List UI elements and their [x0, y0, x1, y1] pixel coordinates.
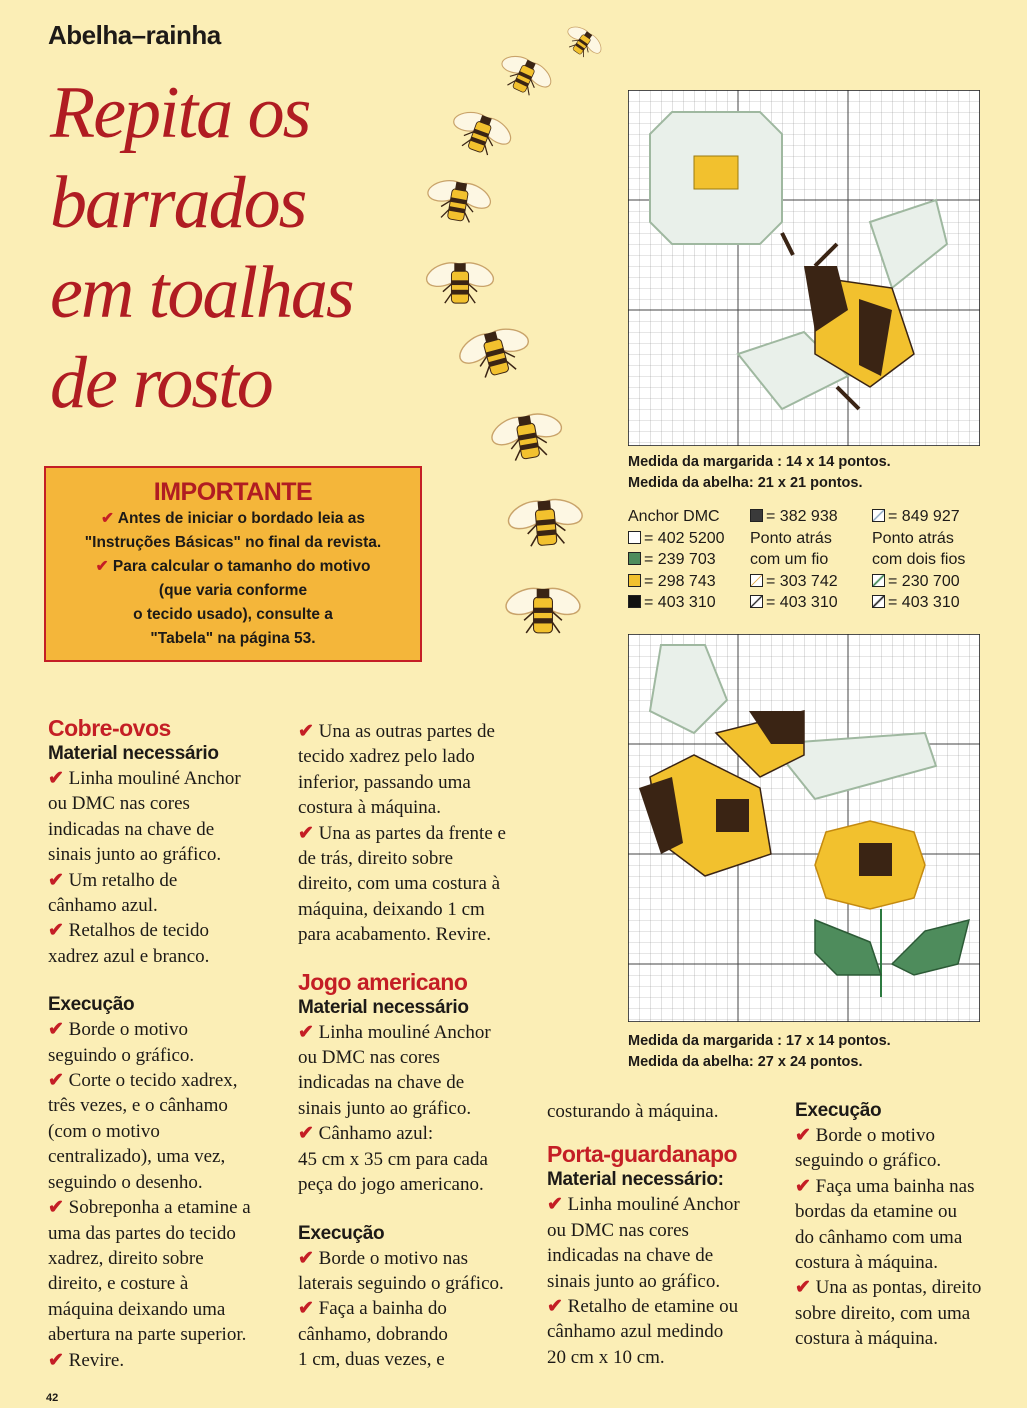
backstitch-swatch-icon: [872, 509, 885, 522]
chart-1-caption-bee: Medida da abelha: 21 x 21 pontos.: [628, 475, 863, 491]
section-subtitle: Execução: [48, 994, 135, 1016]
text-line: ✔ Una as partes da frente e: [298, 822, 506, 844]
text-line: costura à máquina.: [298, 797, 441, 819]
symbol-swatch-icon: [750, 509, 763, 522]
important-line: "Instruções Básicas" no final da revista.: [84, 534, 382, 551]
text-line: ✔ Borde o motivo nas: [298, 1247, 469, 1269]
color-key: [628, 506, 1008, 616]
checkmark-icon: ✔: [48, 1019, 64, 1041]
text-line: laterais seguindo o gráfico.: [298, 1272, 504, 1294]
text-line: ✔ Sobreponha a etamine a: [48, 1197, 251, 1219]
text-line: peça do jogo americano.: [298, 1174, 484, 1196]
text-line: ✔ Faça uma bainha nas: [795, 1175, 975, 1197]
text-line: tecido xadrez pelo lado: [298, 746, 475, 768]
checkmark-icon: ✔: [298, 1298, 314, 1320]
text-line: xadrez, direito sobre: [48, 1247, 204, 1269]
cross-stitch-chart-2: [628, 634, 980, 1022]
key-row: = 239 703: [628, 549, 716, 571]
checkmark-icon: ✔: [298, 1123, 314, 1145]
page-number: 42: [46, 1392, 59, 1404]
headline-line-2: barrados: [50, 162, 306, 244]
headline: [50, 68, 353, 428]
checkmark-icon: ✔: [48, 1197, 64, 1219]
chart-2-caption: [628, 1031, 891, 1073]
text-line: ou DMC nas cores: [298, 1047, 440, 1069]
text-line: ✔ Revire.: [48, 1349, 125, 1371]
key-row: = 382 938: [750, 506, 838, 528]
text-line: sinais junto ao gráfico.: [298, 1097, 472, 1119]
text-line: seguindo o gráfico.: [795, 1150, 942, 1172]
text-line: ✔ Borde o motivo: [795, 1125, 935, 1146]
text-line: direito, com uma costura à: [298, 873, 501, 895]
text-line: indicadas na chave de: [298, 1072, 465, 1094]
important-box: [44, 466, 422, 662]
key-row: = 230 700: [872, 571, 960, 593]
text-line: sinais junto ao gráfico.: [48, 844, 222, 866]
text-line: ✔ Una as pontas, direito: [795, 1277, 982, 1299]
text-line: costurando à máquina.: [547, 1101, 719, 1122]
important-title: IMPORTANTE: [153, 478, 313, 506]
text-line: ✔ Faça a bainha do: [298, 1298, 447, 1320]
chart-1-caption: [628, 452, 891, 494]
text-line: três vezes, e o cânhamo: [48, 1095, 228, 1117]
backstitch-swatch-icon: [872, 595, 885, 608]
cross-stitch-chart-1: [628, 90, 980, 446]
text-line: xadrez azul e branco.: [48, 945, 210, 967]
important-line: ✔ Para calcular o tamanho do motivo: [95, 558, 371, 575]
text-line: ✔ Um retalho de: [48, 869, 178, 891]
key-note: Ponto atrás: [750, 529, 832, 547]
key-note: com um fio: [750, 551, 829, 568]
key-row: = 403 310: [750, 592, 838, 614]
section-label: Abelha–rainha: [48, 20, 221, 50]
flying-bees-illustration: [400, 14, 640, 694]
checkmark-icon: ✔: [48, 1349, 64, 1371]
text-line: indicadas na chave de: [48, 818, 215, 840]
key-note: com dois fios: [872, 551, 966, 568]
text-line: ✔ Linha mouliné Anchor: [48, 768, 241, 789]
section-title: Porta-guardanapo: [547, 1141, 738, 1168]
text-line: uma das partes do tecido: [48, 1222, 236, 1244]
important-line: (que varia conforme: [158, 582, 308, 599]
text-line: ✔ Linha mouliné Anchor: [547, 1194, 740, 1216]
text-line: seguindo o desenho.: [48, 1171, 203, 1193]
headline-line-3: em toalhas: [50, 252, 353, 334]
symbol-swatch-icon: [628, 574, 641, 587]
text-line: costura à máquina.: [795, 1252, 938, 1274]
text-line: ✔ Corte o tecido xadrex,: [48, 1070, 238, 1092]
text-line: direito, e costure à: [48, 1273, 189, 1295]
text-line: ✔ Borde o motivo: [48, 1019, 188, 1041]
checkmark-icon: ✔: [298, 1021, 314, 1043]
key-row: = 403 310: [872, 592, 960, 614]
text-line: centralizado), uma vez,: [48, 1146, 226, 1168]
text-line: 20 cm x 10 cm.: [547, 1346, 665, 1368]
text-line: 1 cm, duas vezes, e: [298, 1349, 445, 1371]
checkmark-icon: ✔: [48, 1070, 64, 1092]
key-header: Anchor DMC: [628, 508, 720, 525]
text-line: ✔ Una as outras partes de: [298, 721, 495, 742]
checkmark-icon: ✔: [95, 558, 109, 575]
text-line: abertura na parte superior.: [48, 1324, 247, 1346]
text-line: indicadas na chave de: [547, 1245, 714, 1267]
text-line: máquina deixando uma: [48, 1298, 226, 1320]
checkmark-icon: ✔: [101, 510, 115, 527]
text-line: cânhamo azul medindo: [547, 1321, 724, 1343]
important-line: o tecido usado), consulte a: [133, 606, 333, 623]
text-line: inferior, passando uma: [298, 771, 471, 793]
headline-line-1: Repita os: [50, 72, 310, 154]
section-title: Cobre-ovos: [48, 715, 171, 741]
text-line: seguindo o gráfico.: [48, 1044, 195, 1066]
text-line: (com o motivo: [48, 1120, 160, 1142]
checkmark-icon: ✔: [547, 1296, 563, 1318]
text-line: sinais junto ao gráfico.: [547, 1270, 721, 1292]
checkmark-icon: ✔: [795, 1175, 811, 1197]
backstitch-swatch-icon: [750, 595, 763, 608]
text-line: ✔ Retalhos de tecido: [48, 920, 210, 942]
checkmark-icon: ✔: [48, 920, 64, 942]
key-row: = 849 927: [872, 506, 960, 528]
text-line: costura à máquina.: [795, 1328, 938, 1350]
text-line: ✔ Cânhamo azul:: [298, 1123, 434, 1145]
checkmark-icon: ✔: [298, 721, 314, 742]
symbol-swatch-icon: [628, 552, 641, 565]
section-subtitle: Execução: [298, 1222, 385, 1244]
checkmark-icon: ✔: [547, 1194, 563, 1216]
key-row: = 303 742: [750, 571, 838, 593]
text-line: do cânhamo com uma: [795, 1226, 963, 1248]
checkmark-icon: ✔: [48, 768, 64, 789]
checkmark-icon: ✔: [795, 1277, 811, 1299]
column-jogo-americano: [298, 719, 538, 1373]
checkmark-icon: ✔: [298, 1247, 314, 1269]
checkmark-icon: ✔: [298, 822, 314, 844]
section-title: Jogo americano: [298, 968, 468, 995]
section-subtitle: Material necessário:: [547, 1169, 724, 1191]
daisy-motif: [650, 112, 782, 244]
symbol-swatch-icon: [628, 595, 641, 608]
section-subtitle: Material necessário: [48, 743, 219, 764]
chart-1-caption-daisy: Medida da margarida : 14 x 14 pontos.: [628, 454, 891, 470]
column-cobre-ovos: [48, 714, 288, 1373]
section-subtitle: Execução: [795, 1100, 882, 1121]
text-line: ✔ Retalho de etamine ou: [547, 1296, 739, 1318]
text-line: cânhamo, dobrando: [298, 1323, 448, 1345]
key-row: = 403 310: [628, 592, 716, 614]
text-line: ✔ Linha mouliné Anchor: [298, 1021, 491, 1043]
text-line: máquina, deixando 1 cm: [298, 898, 485, 920]
key-row: = 298 743: [628, 571, 716, 593]
backstitch-swatch-icon: [872, 574, 885, 587]
checkmark-icon: ✔: [48, 869, 64, 891]
column-porta-guardanapo: [547, 1099, 787, 1370]
chart-2-caption-daisy: Medida da margarida : 17 x 14 pontos.: [628, 1033, 891, 1049]
important-line: "Tabela" na página 53.: [150, 630, 316, 647]
headline-line-4: de rosto: [50, 342, 272, 424]
key-row: = 402 5200: [628, 528, 725, 550]
text-line: ou DMC nas cores: [547, 1219, 689, 1241]
backstitch-swatch-icon: [750, 574, 763, 587]
key-note: Ponto atrás: [872, 529, 954, 547]
column-execucao: [795, 1099, 1010, 1352]
chart-2-caption-bee: Medida da abelha: 27 x 24 pontos.: [628, 1054, 863, 1070]
text-line: ou DMC nas cores: [48, 793, 190, 815]
text-line: de trás, direito sobre: [298, 848, 454, 870]
text-line: para acabamento. Revire.: [298, 924, 492, 946]
text-line: bordas da etamine ou: [795, 1201, 957, 1223]
checkmark-icon: ✔: [795, 1125, 811, 1146]
text-line: cânhamo azul.: [48, 895, 158, 917]
symbol-swatch-icon: [628, 531, 641, 544]
important-line: ✔ Antes de iniciar o bordado leia as: [101, 510, 365, 527]
text-line: sobre direito, com uma: [795, 1302, 971, 1324]
text-line: 45 cm x 35 cm para cada: [298, 1148, 488, 1170]
section-subtitle: Material necessário: [298, 996, 469, 1018]
